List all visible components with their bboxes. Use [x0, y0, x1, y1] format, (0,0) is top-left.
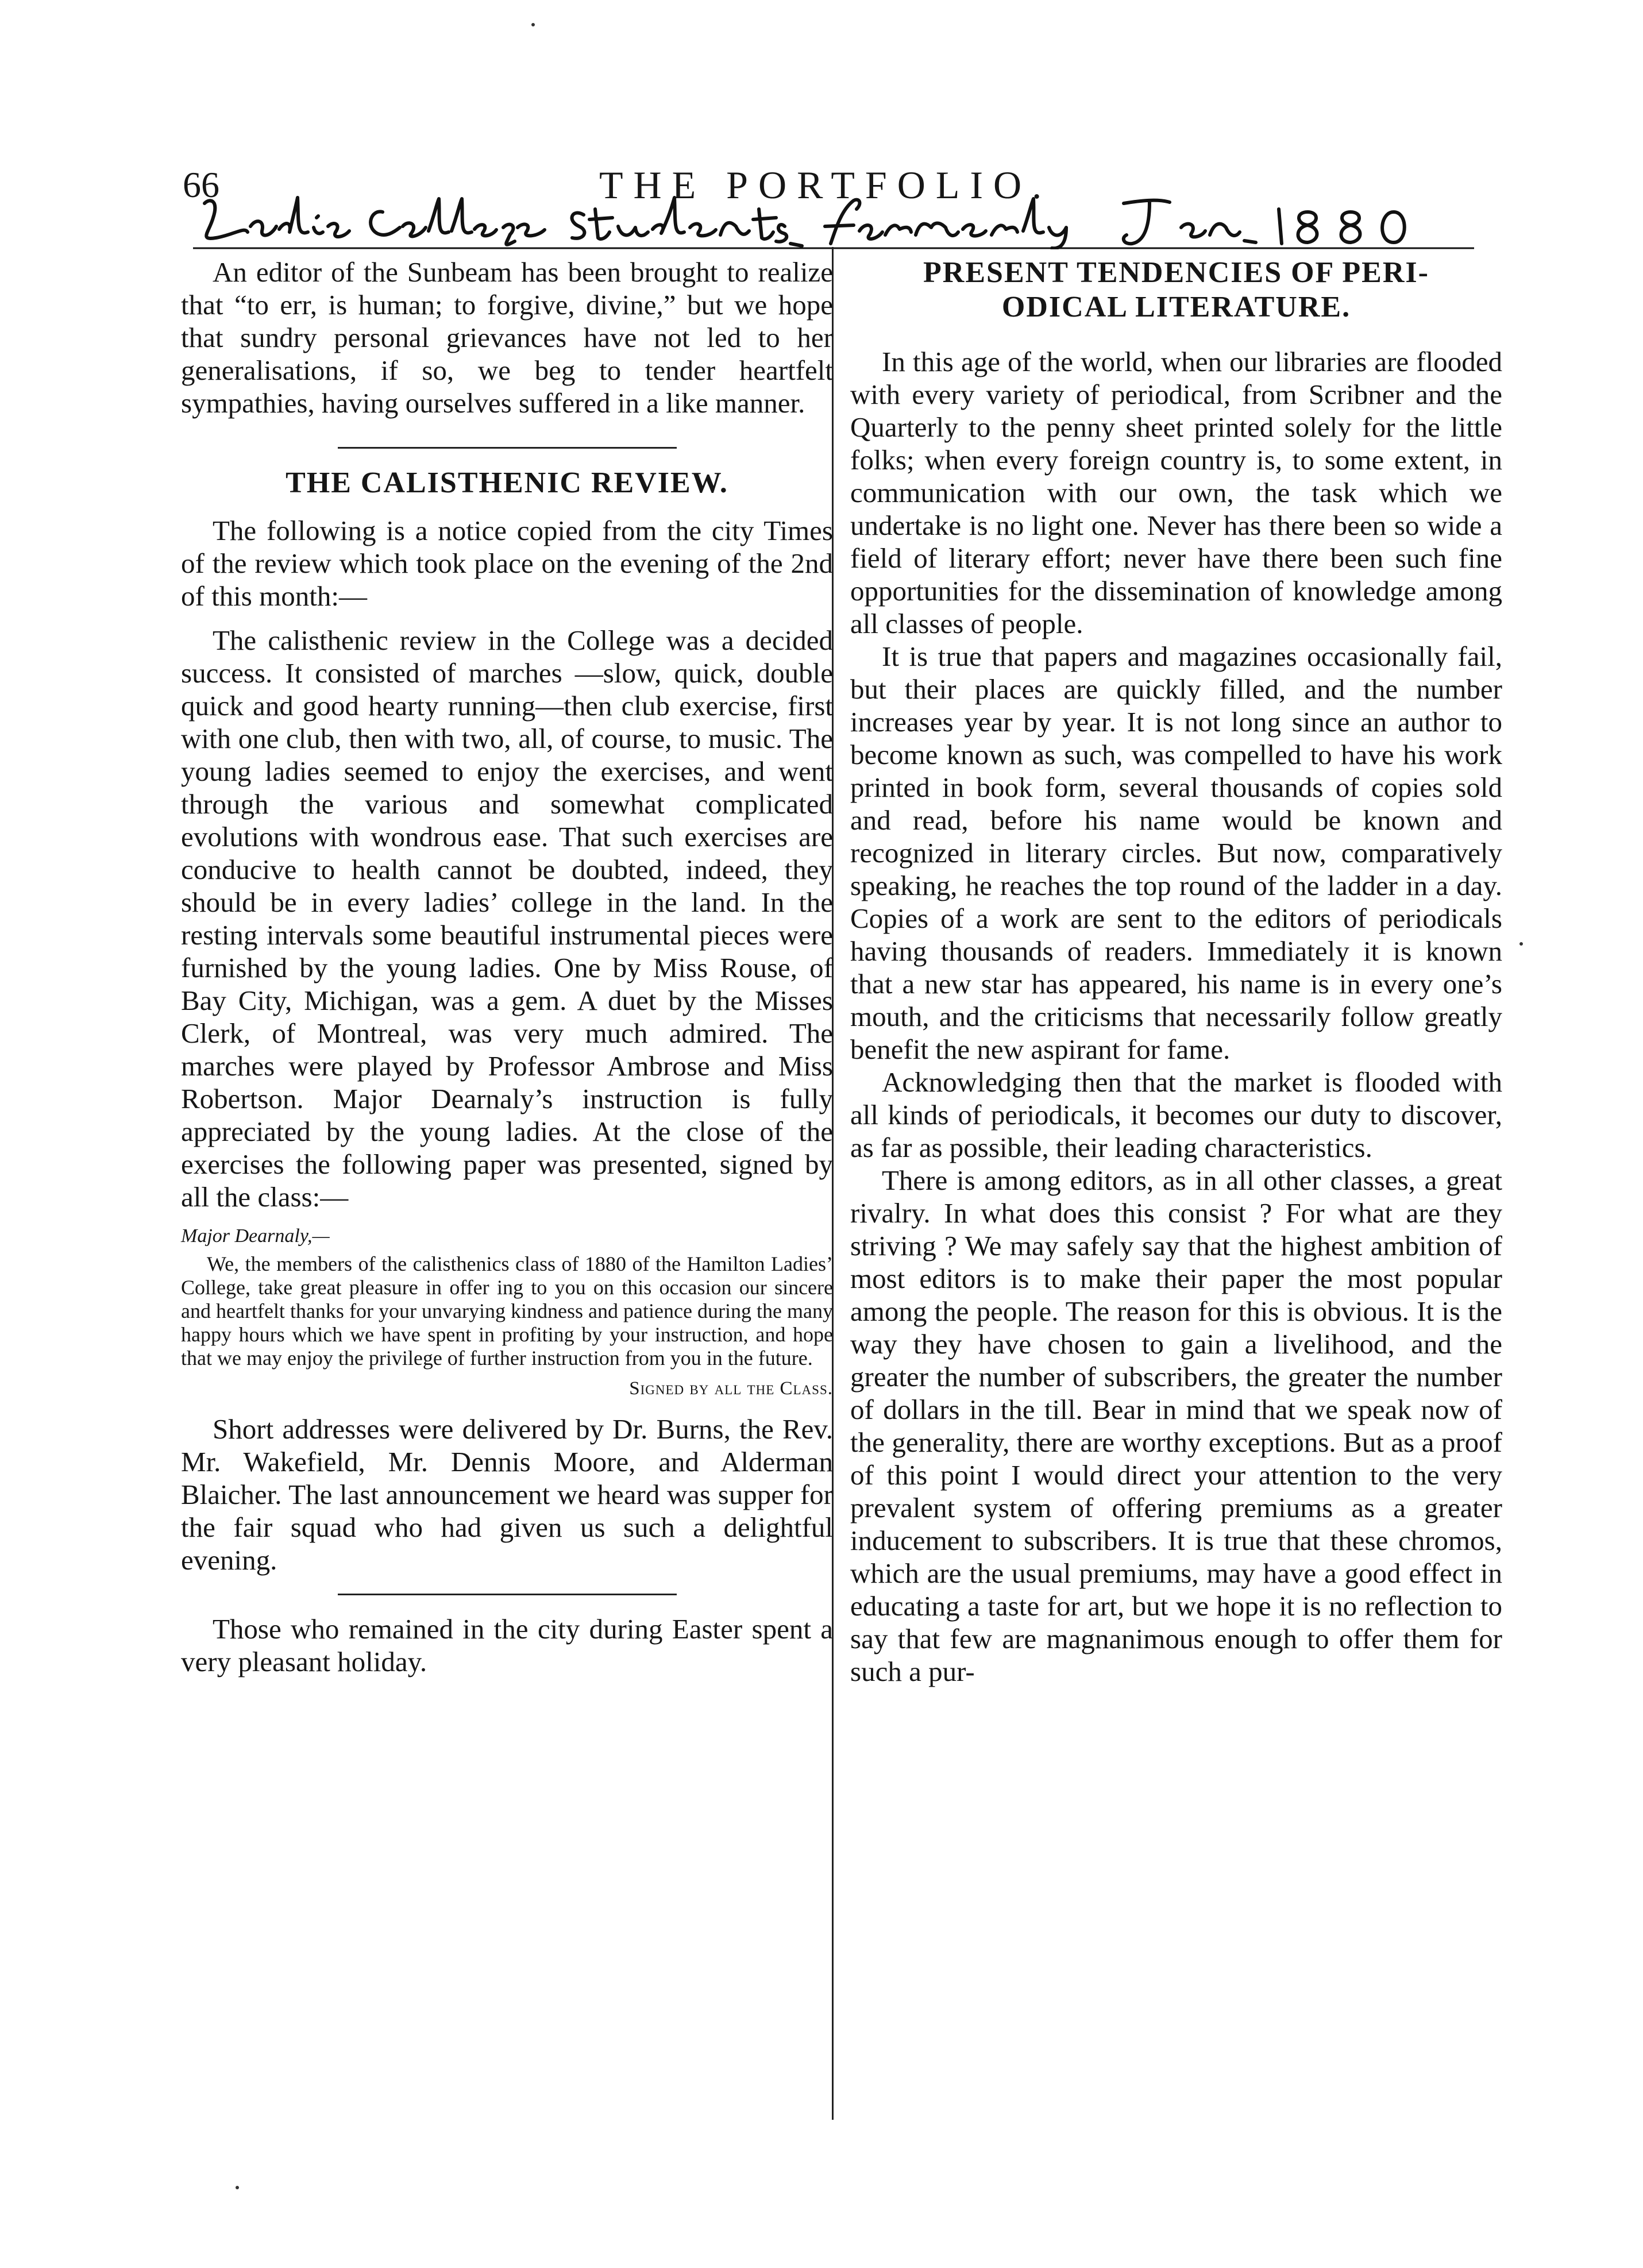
periodical-paragraph-1: In this age of the world, when our libraries are flooded with every variety of periodical, from Scribner and the Quarterly to the penny sheet printed solely for the little folks; when every foreign country is, to some extent, in communication with our own, the task which we undertake is no light one. Never has there been so wide a field of literary effort; never have there been such fine opportunities for the dissemination of knowledge among all classes of people. [850, 346, 1502, 639]
right-column [850, 256, 1502, 1688]
title-line-2: ODICAL LITERATURE. [1001, 291, 1351, 323]
sunbeam-paragraph: An editor of the Sunbeam has been brought to realize that “to err, is human; to forgive, divine,” but we hope that sundry personal grievances have not led to her generalisations, if so, we beg to tender heartfelt sympathies, having ourselves suffered in a like manner. [181, 256, 833, 419]
scan-speck [236, 2186, 239, 2189]
scan-speck [531, 23, 535, 26]
letter-body: We, the members of the calisthenics class of 1880 of the Hamilton Ladies’ College, take great pleasure in offer ing to you on this occasion our sincere and heartfelt thanks for your unvarying kindness and patience during the many happy hours which we have spent in profiting by your instruction, and hope that we may enjoy the privilege of further instruction from you in the future. [181, 1252, 833, 1370]
letter-salutation: Major Dearnaly,— [181, 1225, 330, 1247]
addresses-paragraph: Short addresses were delivered by Dr. Burns, the Rev. Mr. Wakefield, Mr. Dennis Moore, and Alderman Blaicher. The last announcement we heard was supper for the fair squad who had given us such a delightful evening. [181, 1413, 833, 1576]
periodical-paragraph-2: It is true that papers and magazines occasionally fail, but their places are quickly filled, and the number increases year by year. It is not long since an author to become known as such, was compelled to have his work printed in book form, several thousands of copies sold and read, before his name would be known and recognized in literary circles. But now, comparatively speaking, he reaches the top round of the ladder in a day. Copies of a work are sent to the editors of periodicals having thousands of readers. Immediately it is known that a new star has appeared, his name is in every one’s mouth, and the criticisms that necessarily follow greatly benefit the new aspirant for fame. [850, 641, 1502, 1065]
letter-signature: Signed by all the Class. [629, 1378, 833, 1399]
review-paragraph: The calisthenic review in the College was a decided success. It consisted of marches —slow, quick, double quick and good hearty running—then club exercise, first with one club, then with two, all, of course, to music. The young ladies seemed to enjoy the exercises, and went through the various and somewhat complicated evolutions with wondrous ease. That such exercises are conducive to health cannot be doubted, indeed, they should be in every ladies’ college in the land. In the resting intervals some beautiful instrumental pieces were furnished by the young ladies. One by Miss Rouse, of Bay City, Michigan, was a gem. A duet by the Misses Clerk, of Montreal, was very much admired. The marches were played by Professor Ambrose and Miss Robertson. Major Dearnaly’s instruction is fully appreciated by the young ladies. At the close of the exercises the following paper was presented, signed by all the class:— [181, 624, 833, 1213]
easter-paragraph: Those who remained in the city during Easter spent a very pleasant holiday. [181, 1613, 833, 1677]
handwritten-annotation-ink [193, 186, 1474, 249]
handwritten-annotation [193, 186, 1474, 249]
page-header [183, 162, 1492, 248]
left-column [181, 256, 833, 1678]
notice-intro-paragraph: The following is a notice copied from the city Times of the review which took place on the evening of the 2nd of this month:— [181, 515, 833, 612]
title-line-1: PRESENT TENDENCIES OF PERI- [923, 256, 1429, 289]
journal-title: THE PORTFOLIO. [599, 163, 1052, 207]
periodical-literature-title [850, 256, 1502, 325]
scan-speck [1519, 942, 1523, 946]
page-number: 66 [183, 164, 219, 205]
calisthenic-review-title: THE CALISTHENIC REVIEW. [286, 466, 728, 499]
periodical-paragraph-3: Acknowledging then that the market is flooded with all kinds of periodicals, it becomes our duty to discover, as far as possible, their leading characteristics. [850, 1066, 1502, 1163]
periodical-paragraph-4: There is among editors, as in all other classes, a great rivalry. In what does this consist ? For what are they striving ? We may safely say that the highest ambition of most editors is to make their paper the most popular among the people. The reason for this is obvious. It is the way they have chosen to gain a livelihood, and the greater the number of subscribers, the greater the number of dollars in the till. Bear in mind that we speak now of the generality, there are worthy exceptions. But as a proof of this point I would direct your attention to the very prevalent system of offering premiums as a greater inducement to subscribers. It is true that these chromos, which are the usual premiums, may have a good effect in educating a taste for art, but we hope it is no reflection to say that few are magnanimous enough to offer them for such a pur- [850, 1164, 1502, 1687]
